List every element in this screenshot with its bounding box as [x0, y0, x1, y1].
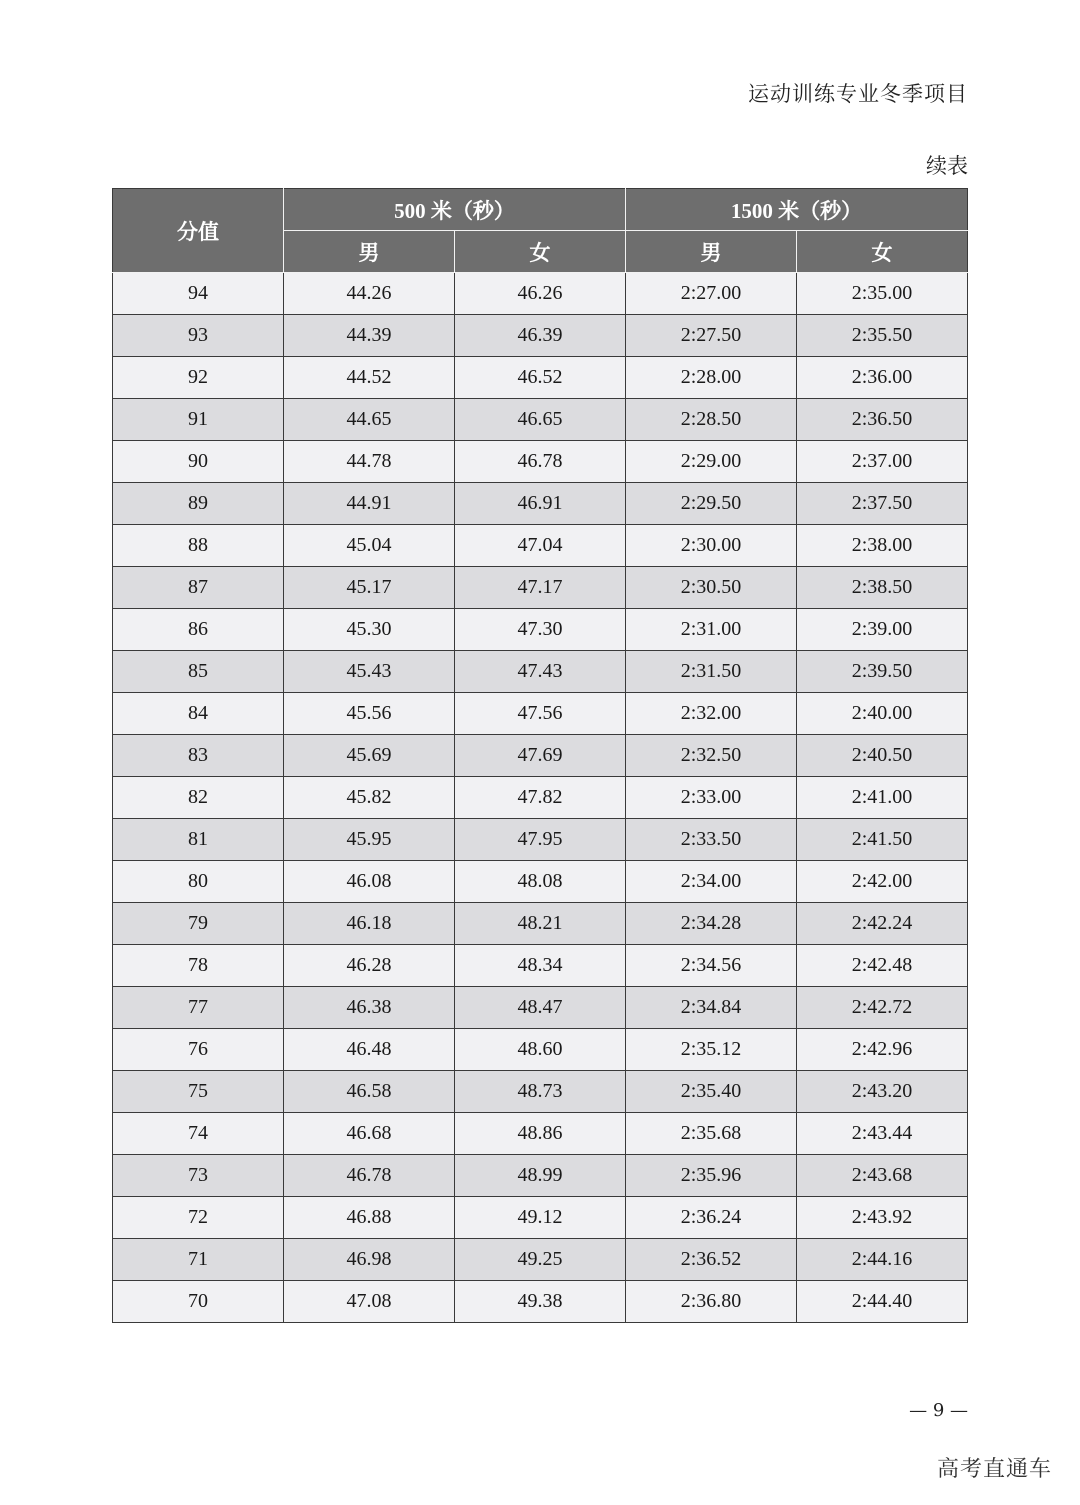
time-500m-male-cell: 47.08 — [284, 1281, 455, 1323]
time-1500m-male-cell: 2:31.00 — [626, 609, 797, 651]
time-500m-male-cell: 44.65 — [284, 399, 455, 441]
time-500m-female-cell: 47.56 — [455, 693, 626, 735]
table-row — [113, 945, 968, 987]
time-1500m-female-cell: 2:42.24 — [797, 903, 968, 945]
table-row — [113, 861, 968, 903]
table-body — [113, 273, 968, 1323]
time-500m-female-cell: 46.39 — [455, 315, 626, 357]
time-1500m-female-cell: 2:43.92 — [797, 1197, 968, 1239]
score-cell: 73 — [113, 1155, 284, 1197]
time-500m-male-cell: 46.78 — [284, 1155, 455, 1197]
time-1500m-female-cell: 2:41.50 — [797, 819, 968, 861]
time-500m-male-cell: 46.38 — [284, 987, 455, 1029]
time-1500m-male-cell: 2:34.84 — [626, 987, 797, 1029]
time-1500m-male-cell: 2:27.50 — [626, 315, 797, 357]
score-cell: 76 — [113, 1029, 284, 1071]
time-500m-female-cell: 48.08 — [455, 861, 626, 903]
time-500m-female-cell: 49.38 — [455, 1281, 626, 1323]
time-500m-male-cell: 46.58 — [284, 1071, 455, 1113]
time-500m-male-cell: 46.18 — [284, 903, 455, 945]
table-row — [113, 1155, 968, 1197]
score-table — [112, 188, 968, 1323]
score-cell: 71 — [113, 1239, 284, 1281]
table-row — [113, 987, 968, 1029]
time-500m-female-cell: 48.47 — [455, 987, 626, 1029]
time-500m-male-cell: 44.91 — [284, 483, 455, 525]
time-1500m-female-cell: 2:44.40 — [797, 1281, 968, 1323]
time-500m-female-cell: 48.99 — [455, 1155, 626, 1197]
table-header — [113, 189, 968, 273]
time-1500m-male-cell: 2:34.56 — [626, 945, 797, 987]
running-header-title: 运动训练专业冬季项目 — [748, 82, 968, 106]
time-1500m-male-cell: 2:30.50 — [626, 567, 797, 609]
time-1500m-female-cell: 2:42.48 — [797, 945, 968, 987]
table-row — [113, 903, 968, 945]
time-1500m-male-cell: 2:35.12 — [626, 1029, 797, 1071]
time-500m-female-cell: 48.34 — [455, 945, 626, 987]
score-column-header: 分值 — [113, 189, 284, 273]
time-1500m-female-cell: 2:39.00 — [797, 609, 968, 651]
table-row — [113, 273, 968, 315]
time-1500m-male-cell: 2:36.24 — [626, 1197, 797, 1239]
time-500m-male-cell: 45.30 — [284, 609, 455, 651]
group-header-500m: 500 米（秒） — [284, 189, 626, 231]
score-cell: 72 — [113, 1197, 284, 1239]
watermark-text: 高考直通车 — [936, 1457, 1052, 1482]
time-500m-male-cell: 44.52 — [284, 357, 455, 399]
time-1500m-female-cell: 2:35.00 — [797, 273, 968, 315]
time-1500m-male-cell: 2:35.40 — [626, 1071, 797, 1113]
score-cell: 70 — [113, 1281, 284, 1323]
header-row-groups — [113, 189, 968, 231]
subheader-500m-male: 男 — [284, 231, 455, 273]
time-1500m-female-cell: 2:40.00 — [797, 693, 968, 735]
time-1500m-female-cell: 2:42.96 — [797, 1029, 968, 1071]
table-row — [113, 399, 968, 441]
time-1500m-female-cell: 2:43.20 — [797, 1071, 968, 1113]
time-1500m-female-cell: 2:43.44 — [797, 1113, 968, 1155]
score-cell: 87 — [113, 567, 284, 609]
table-row — [113, 1239, 968, 1281]
score-cell: 81 — [113, 819, 284, 861]
score-cell: 85 — [113, 651, 284, 693]
time-1500m-male-cell: 2:33.50 — [626, 819, 797, 861]
time-500m-male-cell: 44.26 — [284, 273, 455, 315]
time-1500m-male-cell: 2:34.00 — [626, 861, 797, 903]
score-cell: 86 — [113, 609, 284, 651]
score-cell: 84 — [113, 693, 284, 735]
table-row — [113, 315, 968, 357]
score-cell: 89 — [113, 483, 284, 525]
table-row — [113, 1113, 968, 1155]
time-1500m-male-cell: 2:32.00 — [626, 693, 797, 735]
time-1500m-female-cell: 2:37.00 — [797, 441, 968, 483]
time-500m-male-cell: 46.98 — [284, 1239, 455, 1281]
time-500m-female-cell: 46.52 — [455, 357, 626, 399]
table-row — [113, 525, 968, 567]
time-500m-female-cell: 46.78 — [455, 441, 626, 483]
time-1500m-female-cell: 2:35.50 — [797, 315, 968, 357]
score-cell: 77 — [113, 987, 284, 1029]
table-row — [113, 357, 968, 399]
table-row — [113, 609, 968, 651]
time-500m-female-cell: 48.21 — [455, 903, 626, 945]
table-row — [113, 1197, 968, 1239]
time-1500m-male-cell: 2:36.52 — [626, 1239, 797, 1281]
table-row — [113, 735, 968, 777]
table-row — [113, 693, 968, 735]
time-500m-female-cell: 47.82 — [455, 777, 626, 819]
score-cell: 94 — [113, 273, 284, 315]
time-1500m-female-cell: 2:37.50 — [797, 483, 968, 525]
time-1500m-male-cell: 2:28.00 — [626, 357, 797, 399]
score-cell: 90 — [113, 441, 284, 483]
score-cell: 75 — [113, 1071, 284, 1113]
time-1500m-male-cell: 2:35.96 — [626, 1155, 797, 1197]
time-1500m-female-cell: 2:42.00 — [797, 861, 968, 903]
time-500m-female-cell: 47.69 — [455, 735, 626, 777]
time-1500m-female-cell: 2:41.00 — [797, 777, 968, 819]
time-1500m-male-cell: 2:36.80 — [626, 1281, 797, 1323]
time-500m-female-cell: 47.95 — [455, 819, 626, 861]
time-1500m-male-cell: 2:29.00 — [626, 441, 797, 483]
time-500m-female-cell: 47.43 — [455, 651, 626, 693]
time-500m-female-cell: 46.65 — [455, 399, 626, 441]
score-cell: 92 — [113, 357, 284, 399]
time-1500m-male-cell: 2:30.00 — [626, 525, 797, 567]
time-500m-male-cell: 45.56 — [284, 693, 455, 735]
time-1500m-male-cell: 2:32.50 — [626, 735, 797, 777]
time-1500m-male-cell: 2:28.50 — [626, 399, 797, 441]
time-1500m-female-cell: 2:38.50 — [797, 567, 968, 609]
time-500m-female-cell: 47.30 — [455, 609, 626, 651]
time-500m-male-cell: 45.43 — [284, 651, 455, 693]
time-500m-female-cell: 46.91 — [455, 483, 626, 525]
table-row — [113, 651, 968, 693]
score-cell: 82 — [113, 777, 284, 819]
subheader-500m-female: 女 — [455, 231, 626, 273]
time-500m-male-cell: 44.39 — [284, 315, 455, 357]
time-500m-male-cell: 46.88 — [284, 1197, 455, 1239]
time-1500m-male-cell: 2:35.68 — [626, 1113, 797, 1155]
time-1500m-male-cell: 2:33.00 — [626, 777, 797, 819]
time-1500m-female-cell: 2:36.50 — [797, 399, 968, 441]
time-1500m-male-cell: 2:34.28 — [626, 903, 797, 945]
time-500m-male-cell: 46.08 — [284, 861, 455, 903]
score-cell: 93 — [113, 315, 284, 357]
table-row — [113, 441, 968, 483]
score-cell: 74 — [113, 1113, 284, 1155]
time-500m-male-cell: 45.04 — [284, 525, 455, 567]
time-500m-female-cell: 47.04 — [455, 525, 626, 567]
time-1500m-female-cell: 2:40.50 — [797, 735, 968, 777]
time-500m-male-cell: 46.28 — [284, 945, 455, 987]
score-cell: 83 — [113, 735, 284, 777]
time-1500m-male-cell: 2:31.50 — [626, 651, 797, 693]
subheader-1500m-female: 女 — [797, 231, 968, 273]
time-500m-female-cell: 47.17 — [455, 567, 626, 609]
table-row — [113, 1029, 968, 1071]
table-row — [113, 777, 968, 819]
time-500m-female-cell: 48.60 — [455, 1029, 626, 1071]
score-cell: 88 — [113, 525, 284, 567]
time-1500m-male-cell: 2:27.00 — [626, 273, 797, 315]
time-1500m-male-cell: 2:29.50 — [626, 483, 797, 525]
time-500m-female-cell: 49.12 — [455, 1197, 626, 1239]
time-1500m-female-cell: 2:43.68 — [797, 1155, 968, 1197]
time-500m-male-cell: 45.17 — [284, 567, 455, 609]
time-1500m-female-cell: 2:36.00 — [797, 357, 968, 399]
time-500m-male-cell: 45.82 — [284, 777, 455, 819]
table-row — [113, 1071, 968, 1113]
score-cell: 80 — [113, 861, 284, 903]
time-500m-male-cell: 45.69 — [284, 735, 455, 777]
time-1500m-female-cell: 2:42.72 — [797, 987, 968, 1029]
score-cell: 79 — [113, 903, 284, 945]
group-header-1500m: 1500 米（秒） — [626, 189, 968, 231]
table-row — [113, 567, 968, 609]
table-row — [113, 1281, 968, 1323]
time-500m-female-cell: 48.86 — [455, 1113, 626, 1155]
time-1500m-female-cell: 2:39.50 — [797, 651, 968, 693]
time-1500m-female-cell: 2:44.16 — [797, 1239, 968, 1281]
subheader-1500m-male: 男 — [626, 231, 797, 273]
time-500m-female-cell: 49.25 — [455, 1239, 626, 1281]
time-500m-male-cell: 46.68 — [284, 1113, 455, 1155]
time-500m-male-cell: 45.95 — [284, 819, 455, 861]
time-500m-female-cell: 48.73 — [455, 1071, 626, 1113]
time-500m-male-cell: 46.48 — [284, 1029, 455, 1071]
score-cell: 91 — [113, 399, 284, 441]
time-500m-male-cell: 44.78 — [284, 441, 455, 483]
table-row — [113, 819, 968, 861]
continued-label: 续表 — [926, 154, 968, 178]
time-500m-female-cell: 46.26 — [455, 273, 626, 315]
score-cell: 78 — [113, 945, 284, 987]
table-row — [113, 483, 968, 525]
page-number: — 9 — — [909, 1400, 968, 1421]
time-1500m-female-cell: 2:38.00 — [797, 525, 968, 567]
